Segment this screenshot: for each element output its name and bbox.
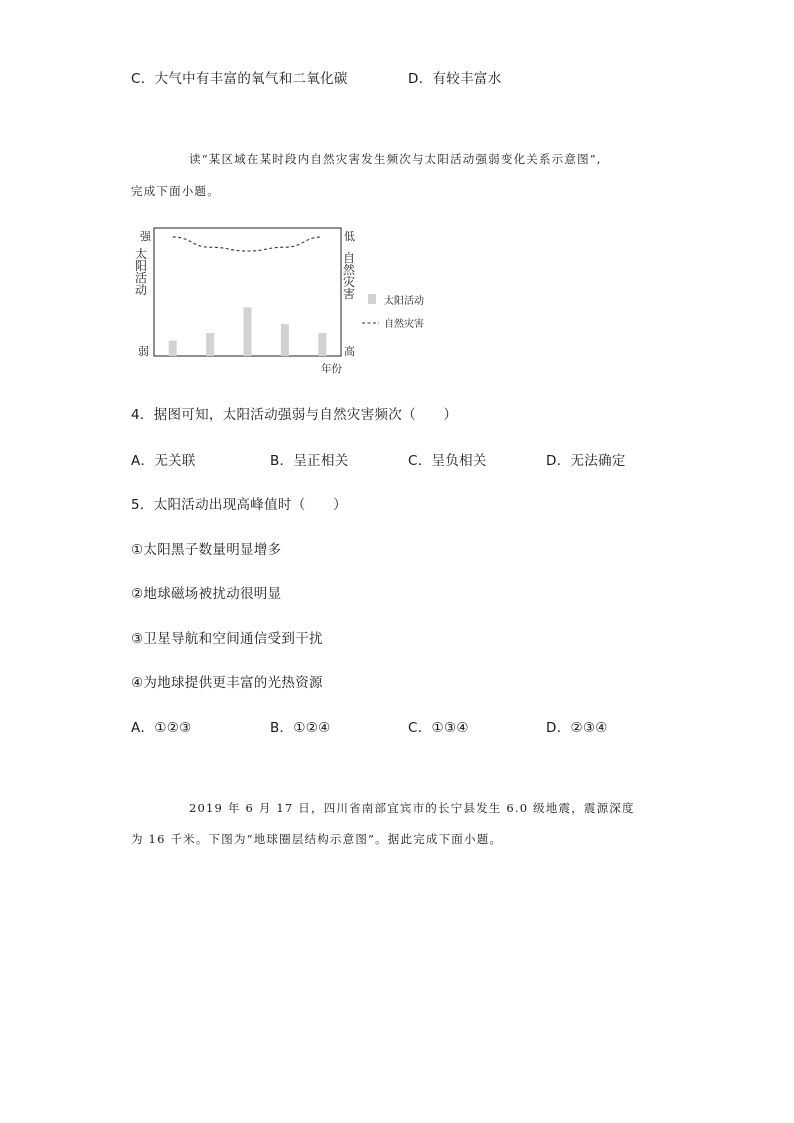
q4-stem: 4．据图可知，太阳活动强弱与自然灾害频次（ ） xyxy=(131,407,458,423)
option-c: C．大气中有丰富的氧气和二氧化碳 xyxy=(131,71,348,87)
right-axis-label-char: 害 xyxy=(343,287,356,301)
solar-activity-bar xyxy=(281,324,289,356)
q5-option-d: D．②③④ xyxy=(546,720,608,736)
disaster-dashed-line xyxy=(173,237,323,251)
q4-option-c: C．呈负相关 xyxy=(408,453,487,469)
legend-bar-swatch xyxy=(368,294,376,304)
option-d: D．有较丰富水 xyxy=(408,71,502,87)
q5-option-c: C．①③④ xyxy=(408,720,469,736)
q5-stem: 5．太阳活动出现高峰值时（ ） xyxy=(131,497,347,513)
solar-disaster-chart xyxy=(130,224,450,380)
left-axis-label-char: 动 xyxy=(135,283,148,297)
q5-option-a: A．①②③ xyxy=(131,720,192,736)
q5-item-4: ④为地球提供更丰富的光热资源 xyxy=(131,675,323,691)
x-axis-label: 年份 xyxy=(321,363,342,375)
q4-option-a: A．无关联 xyxy=(131,453,196,469)
legend-solar: 太阳活动 xyxy=(384,296,424,307)
solar-activity-bar xyxy=(244,307,252,356)
left-axis-label-char: 阳 xyxy=(135,259,148,273)
solar-activity-bar xyxy=(169,341,177,356)
legend-disaster: 自然灾害 xyxy=(384,319,424,330)
right-axis-label-char: 自 xyxy=(343,251,356,265)
q5-item-2: ②地球磁场被扰动很明显 xyxy=(131,586,282,602)
right-axis-label-char: 然 xyxy=(343,263,356,277)
q4-option-d: D．无法确定 xyxy=(546,453,626,469)
intro1-line1: 读“某区域在某时段内自然灾害发生频次与太阳活动强弱变化关系示意图”, xyxy=(189,152,602,166)
right-axis-label-char: 灾 xyxy=(343,275,356,289)
intro2-line2: 为 16 千米。下图为“地球圈层结构示意图”。据此完成下面小题。 xyxy=(131,832,503,846)
q4-option-b: B．呈正相关 xyxy=(270,453,349,469)
solar-activity-bar xyxy=(206,333,214,356)
intro1-line2: 完成下面小题。 xyxy=(131,184,220,198)
left-axis-top: 强 xyxy=(140,230,151,243)
solar-activity-bar xyxy=(318,333,326,356)
intro2-line1: 2019 年 6 月 17 日，四川省南部宜宾市的长宁县发生 6.0 级地震，震源深度 xyxy=(189,801,635,815)
right-axis-bottom: 高 xyxy=(344,345,355,358)
q5-item-3: ③卫星导航和空间通信受到干扰 xyxy=(131,631,323,647)
left-axis-label-char: 活 xyxy=(135,271,148,285)
left-axis-label-char: 太 xyxy=(135,247,148,261)
q5-item-1: ①太阳黑子数量明显增多 xyxy=(131,542,282,558)
left-axis-bottom: 弱 xyxy=(138,345,149,358)
right-axis-top: 低 xyxy=(344,230,355,243)
q5-option-b: B．①②④ xyxy=(270,720,331,736)
